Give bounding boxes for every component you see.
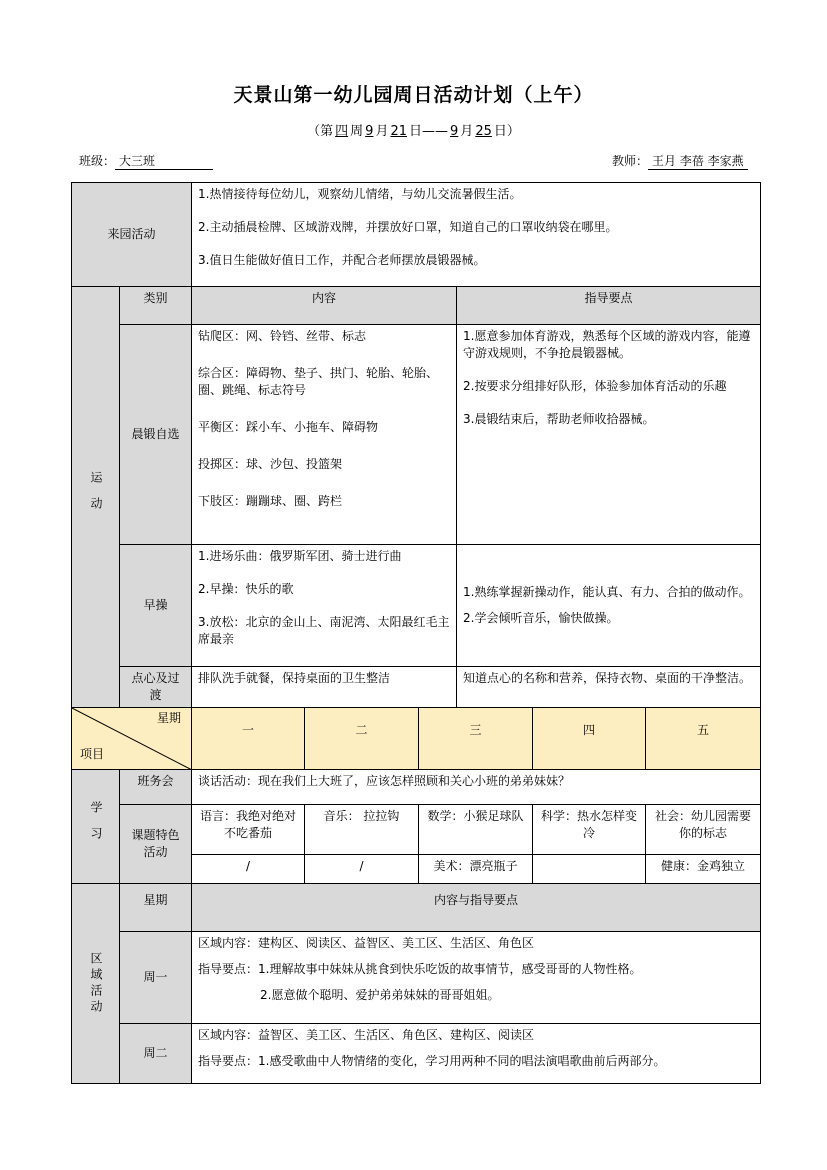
sport-content-header: 内容	[192, 287, 457, 325]
page-title: 天景山第一幼儿园周日活动计划（上午）	[233, 84, 594, 106]
area-mon-label: 周一	[120, 932, 192, 1024]
featured-wed: 数学：小猴足球队	[419, 805, 533, 855]
featured-activity-label: 课题特色活动	[120, 805, 192, 884]
snack-content: 排队洗手就餐，保持桌面的卫生整洁	[192, 667, 457, 708]
area-content-header: 内容与指导要点	[192, 884, 761, 932]
area-tue-label: 周二	[120, 1024, 192, 1084]
snack-guide: 知道点心的名称和营养，保持衣物、桌面的干净整洁。	[457, 667, 761, 708]
morning-exercise-content: 钻爬区：网、铃铛、丝带、标志 综合区：障碍物、垫子、拱门、轮胎、轮胎、圈、跳绳、标志符号 平衡区：踩小车、小拖车、障碍物 投掷区：球、沙包、投篮架 下肢区：蹦蹦球、圈、跨栏	[192, 325, 457, 545]
morning-exercise-label: 晨锻自选	[120, 325, 192, 545]
featured-mon-2: /	[192, 855, 305, 884]
class-meeting-label: 班务会	[120, 770, 192, 805]
teacher-field	[612, 152, 748, 170]
study-section-label: 学习	[72, 770, 120, 884]
area-day-header: 星期	[120, 884, 192, 932]
morning-exercise-guide: 1.愿意参加体育游戏，熟悉每个区域的游戏内容，能遵守游戏规则，不争抢晨锻器械。 2.按要求分组排好队形，体验参加体育活动的乐趣 3.晨锻结束后，帮助老师收拾器械。	[457, 325, 761, 545]
area-section-label: 区域活动	[72, 884, 120, 1084]
snack-label: 点心及过渡	[120, 667, 192, 708]
featured-fri-2: 健康：金鸡独立	[646, 855, 761, 884]
week-number: 四	[335, 124, 349, 139]
area-mon-content: 区域内容：建构区、阅读区、益智区、美工区、生活区、角色区 指导要点：1.理解故事中妹妹从挑食到快乐吃饭的故事情节，感受哥哥的人物性格。 2.愿意做个聪明、爱护弟弟妹妹的哥哥姐姐。	[192, 932, 761, 1024]
weekday-wed: 三	[419, 708, 533, 770]
arrival-label: 来园活动	[72, 183, 192, 287]
morning-drill-content: 1.进场乐曲：俄罗斯军团、骑士进行曲 2.早操：快乐的歌 3.放松：北京的金山上、南泥湾、太阳最红毛主席最亲	[192, 545, 457, 667]
featured-tue-2: /	[305, 855, 419, 884]
weekday-header-corner	[72, 708, 192, 770]
sport-section-label: 运动	[72, 287, 120, 708]
class-value: 大三班	[115, 152, 213, 170]
class-field	[79, 152, 213, 170]
sport-type-header: 类别	[120, 287, 192, 325]
sport-guide-header: 指导要点	[457, 287, 761, 325]
area-tue-content: 区域内容：益智区、美工区、生活区、角色区、建构区、阅读区 指导要点：1.感受歌曲中人物情绪的变化，学习用两种不同的唱法演唱歌曲前后两部分。	[192, 1024, 761, 1084]
weekday-tue: 二	[305, 708, 419, 770]
class-meeting-content: 谈话活动：现在我们上大班了，应该怎样照顾和关心小班的弟弟妹妹？	[192, 770, 761, 805]
featured-tue: 音乐： 拉拉钩	[305, 805, 419, 855]
class-label: 班级：	[79, 154, 116, 168]
featured-mon: 语言：我绝对绝对不吃番茄	[192, 805, 305, 855]
weekday-thu: 四	[533, 708, 646, 770]
featured-thu-2	[533, 855, 646, 884]
morning-drill-guide: 1.熟练掌握新操动作，能认真、有力、合拍的做动作。 2.学会倾听音乐，愉快做操。	[457, 545, 761, 667]
featured-thu: 科学：热水怎样变冷	[533, 805, 646, 855]
weekday-header-top: 星期	[157, 711, 182, 725]
featured-wed-2: 美术：漂亮瓶子	[419, 855, 533, 884]
weekday-mon: 一	[192, 708, 305, 770]
weekday-header-bottom: 项目	[80, 747, 105, 761]
teacher-value: 王月 李蓓 李家燕	[648, 152, 748, 170]
teacher-label: 教师：	[612, 154, 649, 168]
arrival-content: 1.热情接待每位幼儿，观察幼儿情绪，与幼儿交流暑假生活。 2.主动插晨检牌、区域游戏牌，并摆放好口罩，知道自己的口罩收纳袋在哪里。 3.值日生能做好值日工作，并配合老师摆放晨锻器械。	[192, 183, 761, 287]
featured-fri: 社会：幼儿园需要你的标志	[646, 805, 761, 855]
week-range: （第 四 周 9 月 21 日—— 9 月 25 日）	[307, 124, 520, 139]
morning-drill-label: 早操	[120, 545, 192, 667]
weekday-fri: 五	[646, 708, 761, 770]
weekly-plan-table	[71, 182, 761, 1084]
